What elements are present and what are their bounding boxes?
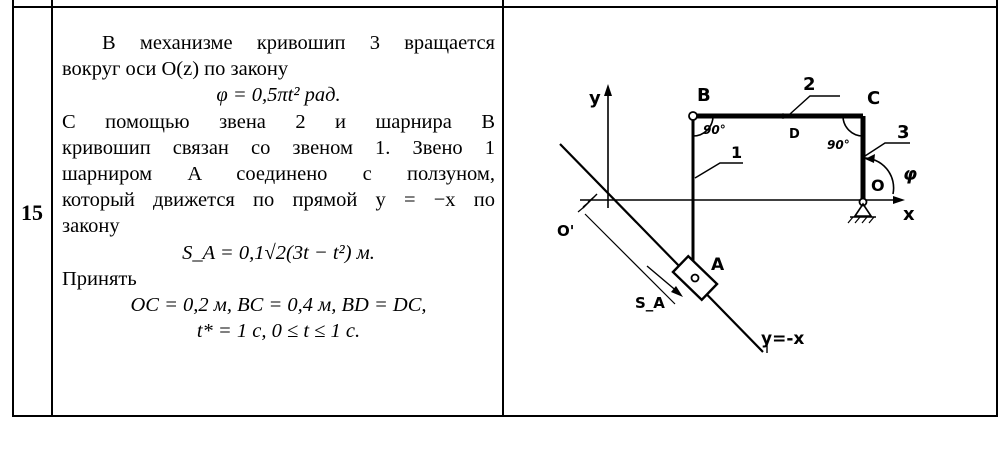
text-line-5: шарниром A соединено с ползуном,	[62, 163, 495, 186]
text-line-3: С помощью звена 2 и шарнира B	[62, 110, 495, 133]
support-hatch-4	[869, 217, 874, 223]
formula-lengths: OC = 0,2 м, BC = 0,4 м, BD = DC,	[130, 294, 427, 317]
label-angle-b: 90°	[703, 123, 726, 137]
support-hatch-1	[848, 217, 853, 223]
text-line-7: закону	[62, 215, 120, 238]
mechanism-svg	[505, 8, 998, 417]
table-text-divider	[502, 0, 504, 417]
label-link-3: 3	[897, 122, 910, 143]
joint-d	[780, 113, 786, 119]
o1-hatch-2	[583, 202, 589, 207]
label-y: y	[589, 88, 601, 109]
label-line: y=-x	[761, 329, 805, 349]
label-o: O	[871, 176, 885, 195]
support-hatch-2	[855, 217, 860, 223]
leader-link-3	[865, 143, 910, 156]
label-c: C	[867, 88, 881, 109]
o1-hatch-1	[578, 207, 584, 212]
formula-sa: S_A = 0,1√2(3t − t²) м.	[182, 241, 375, 264]
joint-b	[689, 112, 697, 120]
label-phi: φ	[903, 164, 918, 185]
label-b: B	[697, 85, 711, 106]
label-link-2: 2	[803, 74, 816, 95]
label-sa: S_A	[635, 294, 665, 312]
label-link-1: 1	[731, 143, 743, 162]
y-axis-arrow	[604, 84, 612, 96]
label-angle-c: 90°	[827, 138, 850, 152]
angle-arc-c	[843, 116, 863, 136]
guide-line-inner	[585, 214, 675, 304]
text-line-1: В механизме кривошип 3 вращается	[102, 32, 495, 54]
joint-a	[692, 275, 699, 282]
text-line-2: вокруг оси O(z) по закону	[62, 58, 289, 81]
task-number: 15	[21, 199, 43, 225]
x-axis-arrow	[893, 196, 905, 204]
leader-link-1	[695, 163, 743, 178]
text-line-6: который движется по прямой y = −x по	[62, 189, 495, 212]
text-line-4: кривошип связан со звеном 1. Звено 1	[62, 136, 495, 159]
label-d: D	[789, 127, 800, 142]
formula-time: t* = 1 с, 0 ≤ t ≤ 1 с.	[196, 320, 361, 343]
label-x: x	[903, 204, 915, 225]
leader-link-2	[790, 96, 840, 114]
guide-line	[560, 144, 763, 352]
mechanism-figure	[505, 8, 998, 417]
support-hatch-3	[862, 217, 867, 223]
label-o1: O'	[557, 222, 575, 240]
formula-phi: φ = 0,5πt² рад.	[216, 84, 341, 107]
label-a: A	[711, 255, 725, 275]
task-text	[62, 30, 495, 344]
text-line-8: Принять	[62, 267, 137, 290]
